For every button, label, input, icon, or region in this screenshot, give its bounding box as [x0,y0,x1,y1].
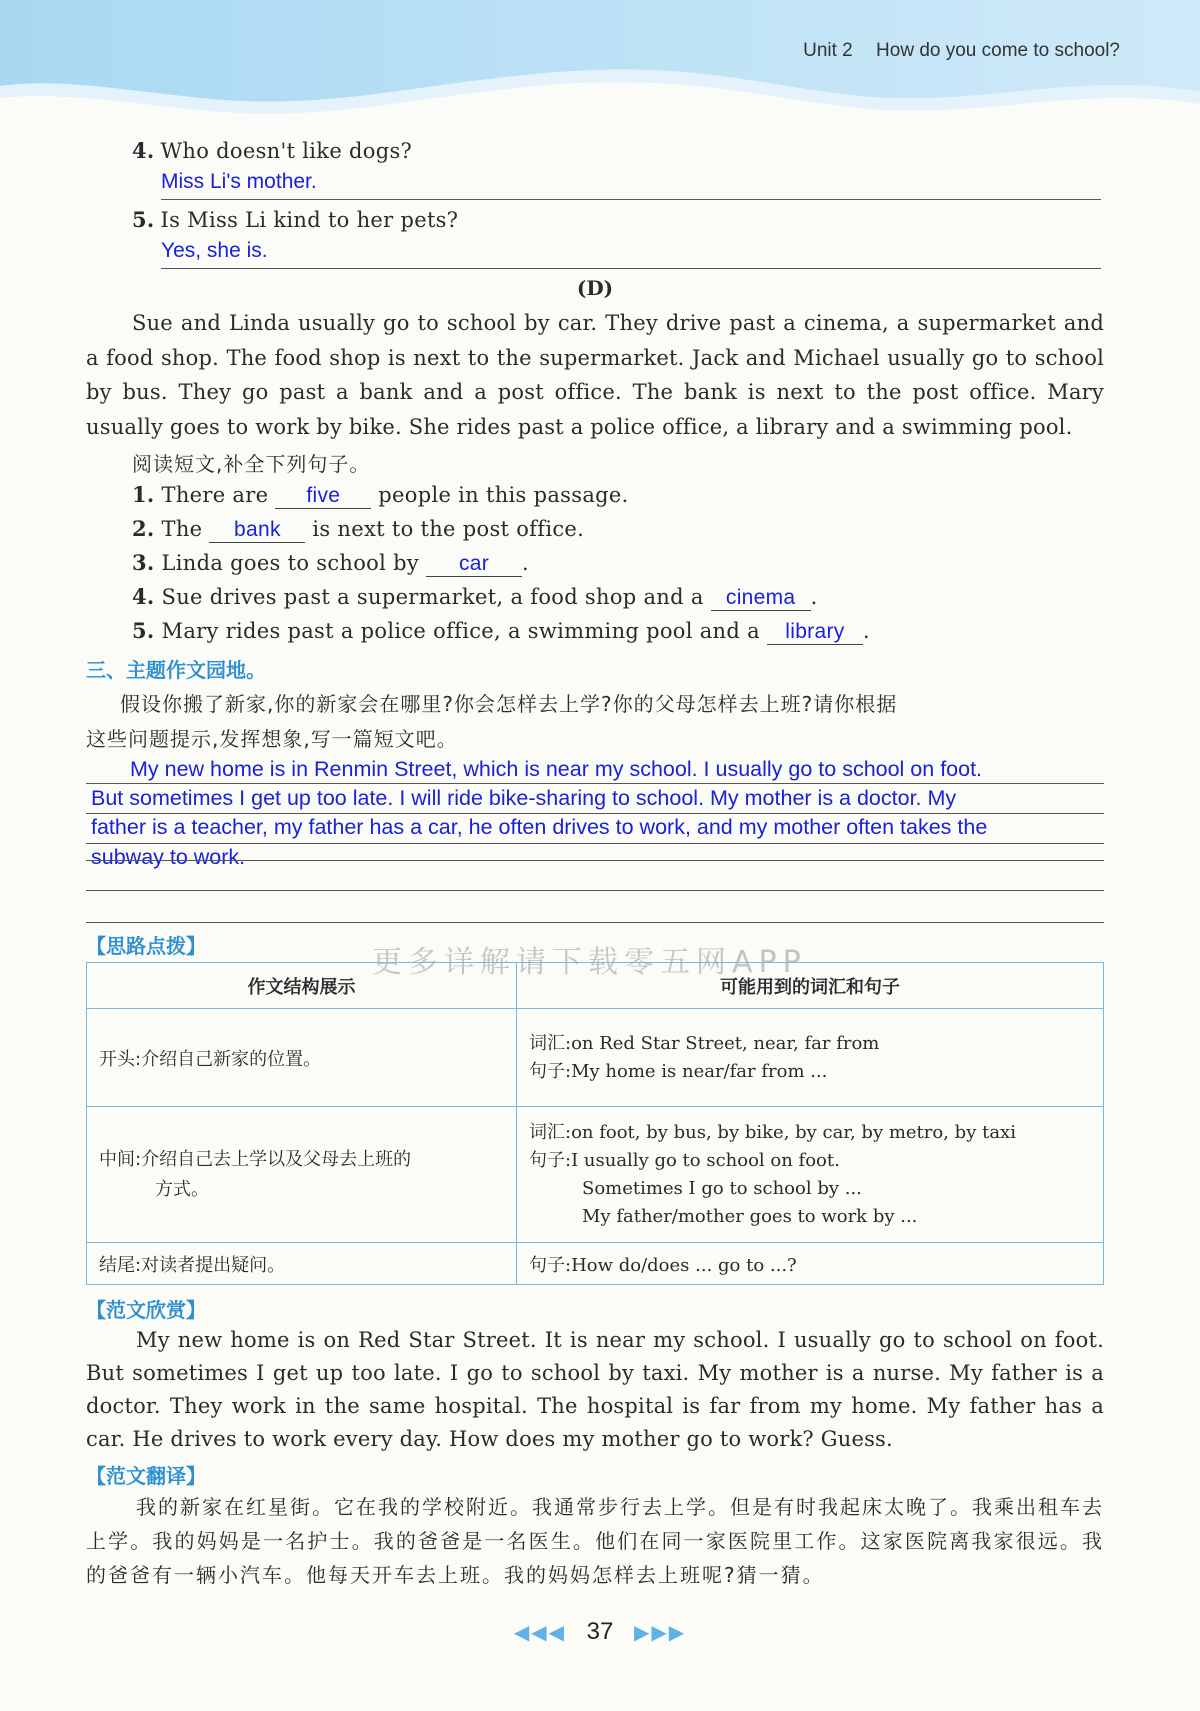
item-text: Linda goes to school by [161,551,420,575]
writing-line [86,922,1104,923]
vocab-cell: 句子:How do/does ... go to ...? [517,1243,1104,1285]
fill-item-1 [132,482,629,509]
header-wave-graphic [0,0,1200,130]
unit-topic: How do you come to school? [876,40,1120,61]
vocab-line: 句子:My home is near/far from ... [529,1060,828,1082]
table-header: 作文结构展示 [87,963,517,1009]
question-text: Is Miss Li kind to her pets? [160,208,459,232]
guide-title: 【思路点拨】 [86,934,206,958]
item-text: . [522,551,529,575]
table-row [87,1243,1104,1285]
page-number: 37 [586,1618,614,1645]
fill-item-2 [132,516,584,543]
answer-5: Yes, she is. [161,239,268,262]
composition-line: father is a teacher, my father has a car, he often drives to work, and my mother often takes the [91,815,988,839]
structure-cell: 结尾:对读者提出疑问。 [87,1243,517,1285]
answer-blank: car [426,552,522,577]
fill-item-3 [132,550,529,577]
page-footer [0,1618,1200,1646]
writing-line [86,890,1104,891]
next-arrows-icon: ▶▶▶ [634,1622,687,1644]
question-4 [132,138,412,163]
answer-blank: five [275,484,371,509]
answer-line [161,268,1101,269]
section-3-title: 三、主题作文园地。 [86,658,266,682]
sample-essay: My new home is on Red Star Street. It is near my school. I usually go to school on foot. But sometimes I get up too late. I go to school by taxi. My mother is a nurse. My father is a doctor. They work in the same hospital. The hospital is far from my home. My father has a car. He drives to work every day. How does my mother go to work? Guess. [86,1328,1104,1451]
table-row [87,1009,1104,1107]
answer-blank: bank [209,518,305,543]
table-header: 可能用到的词汇和句子 [517,963,1104,1009]
item-text: . [810,585,818,609]
prev-arrows-icon: ◀◀◀ [513,1622,566,1644]
writing-guide-table [86,962,1104,1285]
answer-blank: library [767,620,863,645]
item-text: The [161,517,203,541]
vocab-line: 词汇:on foot, by bus, by bike, by car, by metro, by taxi [529,1121,1016,1143]
unit-label: Unit 2 [803,40,853,61]
structure-cell: 开头:介绍自己新家的位置。 [87,1009,517,1107]
item-text: Mary rides past a police office, a swimming pool and a [161,619,760,643]
item-text: Sue drives past a supermarket, a food shop and a [161,585,704,609]
question-number: 5. [132,207,155,232]
vocab-line: My father/mother goes to work by ... [582,1205,918,1227]
item-text: There are [161,483,269,507]
sample-title: 【范文欣赏】 [86,1298,206,1322]
answer-line [161,199,1101,200]
item-number: 1. [132,482,155,507]
vocab-cell [517,1107,1104,1243]
item-number: 4. [132,584,155,609]
header-banner [0,0,1200,130]
item-text: is next to the post office. [312,517,585,541]
watermark: 更多详解请下载零五网APP [372,945,807,980]
structure-line: 中间:介绍自己去上学以及父母去上班的 [99,1148,412,1170]
vocab-line: Sometimes I go to school by ... [582,1177,862,1199]
writing-line [86,843,1104,844]
translation-title: 【范文翻译】 [86,1464,206,1488]
composition-prompt-line2: 这些问题提示,发挥想象,写一篇短文吧。 [86,727,458,751]
structure-line: 方式。 [155,1178,209,1200]
vocab-line: 句子:I usually go to school on foot. [529,1149,840,1171]
structure-cell [87,1107,517,1243]
writing-line [86,860,1104,861]
composition-line: My new home is in Renmin Street, which is near my school. I usually go to school on foot. [130,757,983,781]
vocab-line: 词汇:on Red Star Street, near, far from [529,1032,880,1054]
question-5 [132,207,458,232]
translation-text: 我的新家在红星街。它在我的学校附近。我通常步行去上学。但是有时我起床太晚了。我乘出租车去上学。我的妈妈是一名护士。我的爸爸是一名医生。他们在同一家医院里工作。这家医院离我家很远。我的爸爸有一辆小汽车。他每天开车去上班。我的妈妈怎样去上班呢?猜一猜。 [86,1495,1104,1587]
table-row [87,1107,1104,1243]
reading-instruction: 阅读短文,补全下列句子。 [132,452,371,476]
question-number: 4. [132,138,155,163]
item-text: people in this passage. [378,483,629,507]
writing-line [86,783,1104,784]
question-text: Who doesn't like dogs? [160,139,413,163]
answer-4: Miss Li's mother. [161,170,317,193]
section-d-label: (D) [576,276,614,300]
composition-line: But sometimes I get up too late. I will ride bike-sharing to school. My mother is a doctor. My [91,786,957,810]
fill-item-5 [132,618,870,645]
unit-title [785,40,1120,62]
answer-blank: cinema [711,586,811,611]
fill-item-4 [132,584,818,611]
item-number: 5. [132,618,155,643]
writing-line [86,813,1104,814]
composition-line: subway to work. [91,845,246,869]
item-number: 3. [132,550,155,575]
reading-passage: Sue and Linda usually go to school by car. They drive past a cinema, a supermarket and a food shop. The food shop is next to the supermarket. Jack and Michael usually go to school by bus. They go past a bank and a post office. The bank is next to the post office. Mary usually goes to work by bike. She rides past a police office, a library and a swimming pool. [86,311,1104,439]
item-number: 2. [132,516,155,541]
vocab-cell [517,1009,1104,1107]
item-text: . [862,619,870,643]
composition-prompt-line1: 假设你搬了新家,你的新家会在哪里?你会怎样去上学?你的父母怎样去上班?请你根据 [120,692,898,716]
